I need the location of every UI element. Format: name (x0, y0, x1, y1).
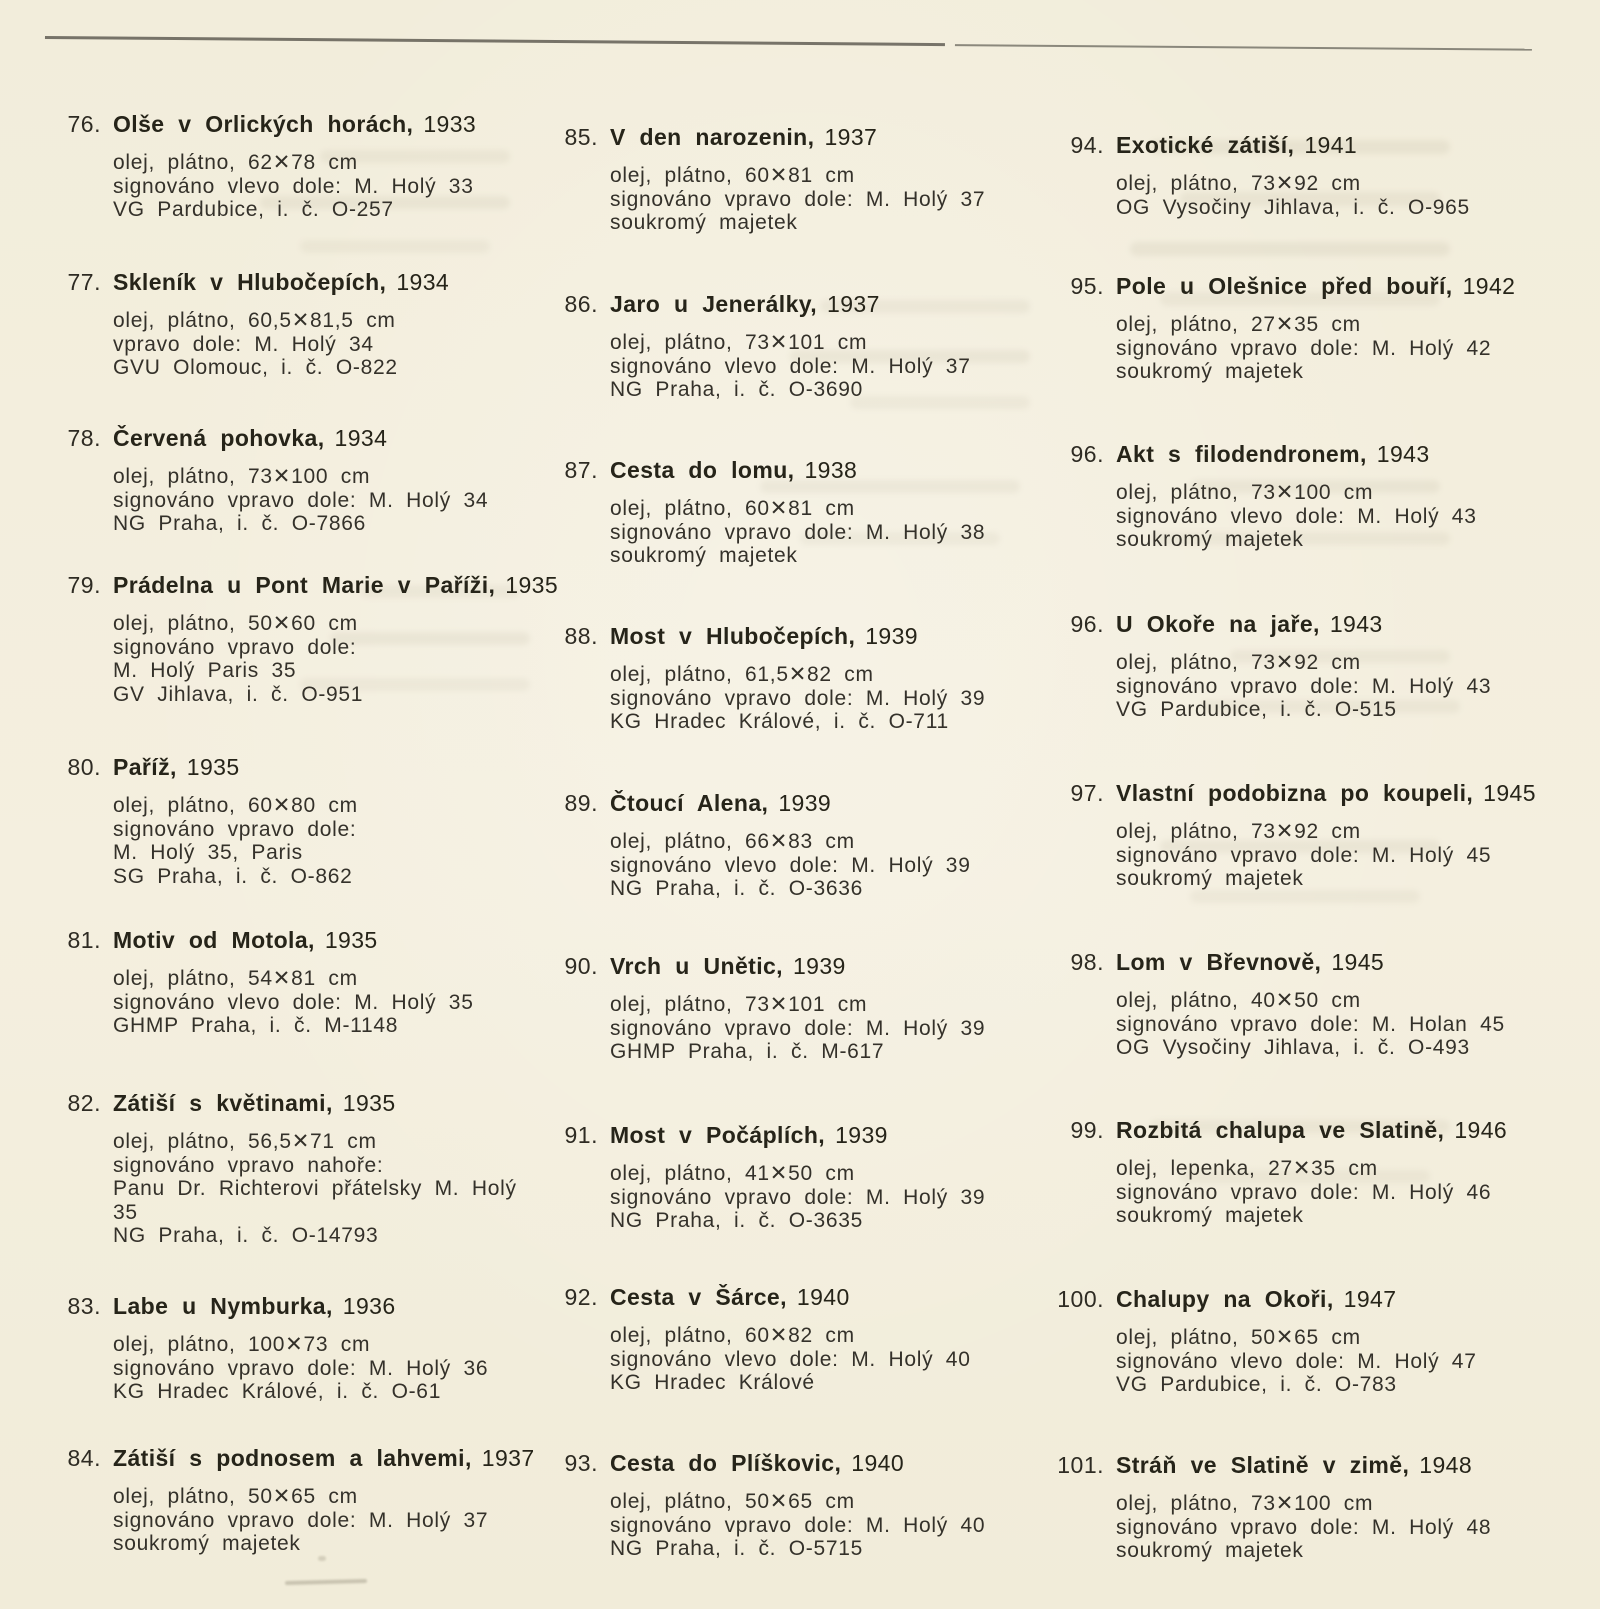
catalog-entry (1048, 1116, 1548, 1228)
entry-detail-line: signováno vpravo dole: M. Holý 43 (1116, 674, 1492, 698)
entry-title: Most v Počáplích, (610, 1122, 826, 1148)
entry-title-line (55, 926, 555, 954)
entry-title: Lom v Břevnově, (1116, 949, 1322, 975)
entry-detail-line: signováno vpravo dole: M. Holý 36 (113, 1356, 489, 1380)
entry-detail-line: signováno vpravo nahoře: (113, 1153, 384, 1177)
entry-detail-line: signováno vpravo dole: M. Holý 39 (610, 1016, 986, 1040)
catalog-entry (552, 952, 1052, 1064)
entry-detail-line: GVU Olomouc, i. č. O-822 (113, 356, 398, 379)
entry-number: 76. (67, 111, 101, 137)
entry-title-line (552, 952, 1052, 980)
entry-number: 96. (1070, 441, 1104, 467)
entry-details (55, 1485, 555, 1556)
entry-detail-line: soukromý majetek (1116, 360, 1304, 383)
entry-detail-line: olej, plátno, 73✕100 cm (1116, 1492, 1374, 1515)
entry-title: Vrch u Unětic, (610, 953, 783, 979)
catalog-entry (55, 753, 555, 888)
entry-detail-line: signováno vpravo dole: M. Holý 45 (1116, 843, 1492, 867)
entry-title: Jaro u Jenerálky, (610, 291, 818, 317)
entry-detail-line: olej, plátno, 56,5✕71 cm (113, 1130, 377, 1153)
entry-number: 78. (67, 425, 101, 451)
entry-detail-line: M. Holý 35, Paris (113, 841, 303, 864)
entry-detail-line: olej, plátno, 73✕92 cm (1116, 651, 1361, 674)
entry-title-line (552, 456, 1052, 484)
entry-title-line (55, 1089, 555, 1117)
entry-detail-line: signováno vpravo dole: M. Holý 38 (610, 520, 986, 544)
entry-details (1048, 1492, 1548, 1563)
entry-details (552, 331, 1052, 402)
entry-year: 1947 (1343, 1286, 1397, 1312)
entry-details (55, 151, 555, 222)
entry-detail-line: olej, plátno, 73✕92 cm (1116, 820, 1361, 843)
bleed-through-artifact (300, 240, 490, 253)
entry-number: 94. (1070, 132, 1104, 158)
entry-number: 77. (67, 269, 101, 295)
entry-detail-line: signováno vlevo dole: M. Holý 40 (610, 1347, 971, 1371)
entry-detail-line: signováno vpravo dole: M. Holý 39 (610, 686, 986, 710)
entry-detail-line: GV Jihlava, i. č. O-951 (113, 682, 364, 706)
entry-year: 1939 (792, 953, 846, 979)
entry-title-line (55, 1292, 555, 1320)
catalog-entry (1048, 440, 1548, 552)
entry-detail-line: NG Praha, i. č. O-14793 (113, 1224, 379, 1247)
entry-detail-line: signováno vlevo dole: M. Holý 35 (113, 990, 474, 1014)
entry-number: 79. (67, 572, 101, 598)
catalog-entry (1048, 1451, 1548, 1563)
entry-title-line (552, 789, 1052, 817)
entry-title-line (55, 753, 555, 781)
entry-number: 98. (1070, 949, 1104, 975)
entry-number: 90. (564, 953, 598, 979)
entry-title-line (1048, 1451, 1548, 1479)
entry-title: Paříž, (113, 754, 177, 780)
entry-detail-line: OG Vysočiny Jihlava, i. č. O-965 (1116, 195, 1470, 219)
entry-title: Most v Hlubočepích, (610, 623, 856, 649)
entry-title-line (55, 110, 555, 138)
catalog-entry (1048, 779, 1548, 891)
page-top-rule (45, 36, 1535, 52)
entry-title: Zátiší s květinami, (113, 1090, 333, 1116)
entry-details (552, 1490, 1052, 1561)
entry-detail-line: soukromý majetek (610, 211, 798, 234)
catalog-entry (552, 1449, 1052, 1561)
entry-detail-line: soukromý majetek (1116, 528, 1304, 551)
entry-year: 1934 (334, 425, 388, 451)
entry-year: 1940 (796, 1284, 850, 1310)
entry-details (55, 309, 555, 380)
entry-detail-line: olej, plátno, 73✕100 cm (113, 465, 371, 488)
entry-detail-line: signováno vlevo dole: M. Holý 37 (610, 354, 971, 378)
entry-detail-line: olej, plátno, 73✕101 cm (610, 331, 868, 354)
entry-year: 1939 (835, 1122, 888, 1148)
entry-details (552, 497, 1052, 568)
entry-number: 88. (564, 623, 598, 649)
entry-title-line (1048, 1285, 1548, 1313)
entry-details (55, 967, 555, 1038)
bleed-through-artifact (1130, 242, 1450, 256)
entry-year: 1945 (1483, 780, 1536, 806)
entry-detail-line: soukromý majetek (1116, 1539, 1304, 1562)
entry-detail-line: olej, plátno, 73✕101 cm (610, 993, 868, 1016)
entry-details (1048, 989, 1548, 1060)
entry-number: 99. (1070, 1117, 1104, 1143)
entry-number: 85. (564, 124, 598, 150)
entry-details (552, 663, 1052, 734)
entry-details (1048, 1326, 1548, 1397)
entry-details (1048, 820, 1548, 891)
entry-year: 1935 (324, 927, 378, 953)
entry-number: 101. (1057, 1452, 1104, 1478)
entry-number: 87. (564, 457, 598, 483)
catalog-entry (1048, 610, 1548, 722)
catalog-entry (1048, 131, 1548, 219)
entry-title-line (552, 622, 1052, 650)
entry-detail-line: NG Praha, i. č. O-3690 (610, 378, 863, 401)
entry-detail-line: SG Praha, i. č. O-862 (113, 864, 353, 888)
catalog-entry (55, 1292, 555, 1404)
entry-number: 93. (564, 1450, 598, 1476)
entry-detail-line: KG Hradec Králové, i. č. O-61 (113, 1380, 442, 1403)
entry-title: Červená pohovka, (113, 425, 325, 451)
entry-details (552, 1324, 1052, 1395)
entry-title-line (1048, 948, 1548, 976)
entry-detail-line: olej, lepenka, 27✕35 cm (1116, 1157, 1378, 1180)
entry-title: Zátiší s podnosem a lahvemi, (113, 1445, 472, 1471)
entry-title-line (552, 1283, 1052, 1311)
entry-title: V den narozenin, (610, 124, 815, 150)
entry-detail-line: olej, plátno, 61,5✕82 cm (610, 663, 874, 686)
entry-detail-line: olej, plátno, 62✕78 cm (113, 151, 358, 174)
entry-title: Pole u Olešnice před bouří, (1116, 273, 1453, 299)
entry-title: Olše v Orlických horách, (113, 111, 414, 137)
entry-title: Cesta v Šárce, (610, 1284, 787, 1310)
entry-title: Chalupy na Okoři, (1116, 1286, 1334, 1312)
entry-number: 96. (1070, 611, 1104, 637)
rule-segment-right (955, 44, 1532, 51)
entry-details (552, 830, 1052, 901)
entry-year: 1937 (827, 291, 880, 317)
entry-detail-line: NG Praha, i. č. O-7866 (113, 512, 366, 535)
entry-number: 97. (1070, 780, 1104, 806)
entry-year: 1936 (342, 1293, 396, 1319)
catalog-entry (55, 571, 559, 706)
entry-detail-line: GHMP Praha, i. č. M-617 (610, 1040, 885, 1063)
entry-detail-line: NG Praha, i. č. O-3636 (610, 877, 863, 900)
entry-title-line (55, 268, 555, 296)
entry-title-line (55, 424, 555, 452)
catalog-entry (552, 123, 1052, 235)
entry-year: 1940 (851, 1450, 905, 1476)
entry-title: Labe u Nymburka, (113, 1293, 333, 1319)
catalog-entry (552, 1283, 1052, 1395)
entry-year: 1935 (186, 754, 240, 780)
entry-detail-line: olej, plátno, 100✕73 cm (113, 1333, 371, 1356)
entry-year: 1943 (1329, 611, 1383, 637)
entry-year: 1942 (1462, 273, 1516, 299)
entry-number: 81. (67, 927, 101, 953)
scan-speck (318, 1556, 326, 1561)
entry-detail-line: olej, plátno, 60✕81 cm (610, 497, 855, 520)
entry-details (552, 1162, 1052, 1233)
entry-year: 1939 (865, 623, 919, 649)
entry-detail-line: olej, plátno, 50✕65 cm (1116, 1326, 1361, 1349)
entry-year: 1945 (1331, 949, 1385, 975)
entry-number: 82. (67, 1090, 101, 1116)
entry-year: 1934 (396, 269, 450, 295)
entry-title-line (552, 1449, 1052, 1477)
entry-detail-line: signováno vpravo dole: (113, 817, 357, 841)
entry-detail-line: NG Praha, i. č. O-5715 (610, 1537, 863, 1560)
catalog-entry (552, 1121, 1052, 1233)
catalog-entry (55, 110, 555, 222)
entry-year: 1939 (778, 790, 832, 816)
entry-year: 1946 (1454, 1117, 1508, 1143)
entry-details (1048, 651, 1548, 722)
catalog-entry (55, 926, 555, 1038)
entry-title-line (552, 123, 1052, 151)
entry-detail-line: signováno vpravo dole: M. Holý 37 (113, 1508, 489, 1532)
entry-number: 91. (564, 1122, 598, 1148)
entry-detail-line: signováno vlevo dole: M. Holý 39 (610, 853, 971, 877)
catalog-entry (1048, 948, 1548, 1060)
catalog-entry (55, 268, 555, 380)
entry-detail-line: olej, plátno, 60✕80 cm (113, 794, 358, 817)
entry-detail-line: olej, plátno, 27✕35 cm (1116, 313, 1361, 336)
entry-detail-line: olej, plátno, 73✕92 cm (1116, 172, 1361, 195)
entry-title-line (1048, 1116, 1548, 1144)
catalog-entry (55, 1444, 555, 1556)
entry-detail-line: olej, plátno, 73✕100 cm (1116, 481, 1374, 504)
entry-detail-line: GHMP Praha, i. č. M-1148 (113, 1014, 399, 1037)
entry-title: Akt s filodendronem, (1116, 441, 1367, 467)
entry-number: 92. (564, 1284, 598, 1310)
entry-detail-line: olej, plátno, 60,5✕81,5 cm (113, 309, 396, 332)
entry-details (55, 1333, 555, 1404)
entry-detail-line: signováno vlevo dole: M. Holý 43 (1116, 504, 1477, 528)
entry-detail-line: 35 (113, 1200, 138, 1224)
catalog-entry (552, 622, 1052, 734)
entry-detail-line: signováno vpravo dole: M. Holý 40 (610, 1513, 986, 1537)
entry-title: U Okoře na jaře, (1116, 611, 1320, 637)
catalog-entry (1048, 1285, 1548, 1397)
entry-detail-line: signováno vpravo dole: M. Holý 48 (1116, 1515, 1492, 1539)
entry-title: Cesta do Plíškovic, (610, 1450, 842, 1476)
entry-detail-line: Panu Dr. Richterovi přátelsky M. Holý (113, 1177, 517, 1200)
catalog-entry (55, 1089, 555, 1248)
catalog-entry (552, 789, 1052, 901)
entry-year: 1941 (1304, 132, 1358, 158)
entry-details (1048, 313, 1548, 384)
entry-detail-line: vpravo dole: M. Holý 34 (113, 332, 374, 356)
entry-detail-line: soukromý majetek (1116, 867, 1304, 890)
entry-detail-line: NG Praha, i. č. O-3635 (610, 1209, 863, 1232)
entry-title: Vlastní podobizna po koupeli, (1116, 780, 1474, 806)
entry-title: Prádelna u Pont Marie v Paříži, (113, 572, 496, 598)
entry-detail-line: KG Hradec Králové, i. č. O-711 (610, 710, 949, 733)
entry-details (55, 465, 555, 536)
entry-detail-line: olej, plátno, 40✕50 cm (1116, 989, 1361, 1012)
entry-title-line (1048, 131, 1548, 159)
entry-title-line (1048, 610, 1548, 638)
entry-detail-line: olej, plátno, 50✕60 cm (113, 612, 358, 635)
entry-detail-line: signováno vpravo dole: M. Holý 42 (1116, 336, 1492, 360)
entry-details (55, 794, 555, 888)
entry-year: 1943 (1376, 441, 1430, 467)
entry-detail-line: VG Pardubice, i. č. O-257 (113, 198, 394, 221)
entry-detail-line: KG Hradec Králové (610, 1371, 815, 1394)
entry-number: 80. (67, 754, 101, 780)
entry-title: Skleník v Hlubočepích, (113, 269, 387, 295)
entry-detail-line: olej, plátno, 54✕81 cm (113, 967, 358, 990)
entry-detail-line: signováno vpravo dole: M. Holý 46 (1116, 1180, 1492, 1204)
entry-title-line (552, 1121, 1052, 1149)
entry-detail-line: olej, plátno, 60✕82 cm (610, 1324, 855, 1347)
entry-year: 1935 (342, 1090, 396, 1116)
entry-title-line (55, 571, 559, 599)
entry-details (55, 612, 555, 706)
entry-number: 84. (67, 1445, 101, 1471)
entry-detail-line: olej, plátno, 60✕81 cm (610, 164, 855, 187)
entry-detail-line: signováno vlevo dole: M. Holý 33 (113, 174, 474, 198)
entry-detail-line: soukromý majetek (1116, 1204, 1304, 1227)
entry-detail-line: soukromý majetek (113, 1532, 301, 1555)
entry-title: Cesta do lomu, (610, 457, 795, 483)
entry-detail-line: VG Pardubice, i. č. O-783 (1116, 1373, 1397, 1396)
entry-details (55, 1130, 555, 1248)
entry-title-line (552, 290, 1052, 318)
entry-year: 1938 (804, 457, 858, 483)
entry-number: 95. (1070, 273, 1104, 299)
catalog-entry (55, 424, 555, 536)
entry-title-line (1048, 779, 1548, 807)
entry-detail-line: signováno vlevo dole: M. Holý 47 (1116, 1349, 1477, 1373)
entry-detail-line: soukromý majetek (610, 544, 798, 567)
catalog-entry (552, 456, 1052, 568)
entry-detail-line: OG Vysočiny Jihlava, i. č. O-493 (1116, 1036, 1470, 1059)
entry-number: 83. (67, 1293, 101, 1319)
entry-title-line (1048, 440, 1548, 468)
entry-detail-line: signováno vpravo dole: M. Holý 37 (610, 187, 986, 211)
entry-details (552, 993, 1052, 1064)
catalog-entry (552, 290, 1052, 402)
entry-title: Motiv od Motola, (113, 927, 315, 953)
entry-detail-line: signováno vpravo dole: (113, 635, 357, 659)
entry-detail-line: M. Holý Paris 35 (113, 659, 297, 682)
entry-number: 100. (1057, 1286, 1104, 1312)
bleed-through-artifact (1190, 890, 1420, 903)
entry-title: Čtoucí Alena, (610, 790, 769, 816)
entry-year: 1937 (481, 1445, 535, 1471)
entry-detail-line: olej, plátno, 41✕50 cm (610, 1162, 855, 1185)
entry-detail-line: olej, plátno, 66✕83 cm (610, 830, 855, 853)
rule-segment-left (45, 36, 945, 46)
entry-detail-line: signováno vpravo dole: M. Holan 45 (1116, 1012, 1505, 1036)
entry-detail-line: signováno vpravo dole: M. Holý 34 (113, 488, 489, 512)
entry-title-line (55, 1444, 555, 1472)
entry-details (1048, 1157, 1548, 1228)
entry-details (1048, 481, 1548, 552)
entry-title-line (1048, 272, 1548, 300)
entry-title: Rozbitá chalupa ve Slatině, (1116, 1117, 1445, 1143)
scan-speck (285, 1579, 367, 1585)
entry-year: 1935 (505, 572, 559, 598)
entry-year: 1933 (423, 111, 477, 137)
entry-year: 1948 (1419, 1452, 1473, 1478)
catalog-entry (1048, 272, 1548, 384)
entry-title: Exotické zátiší, (1116, 132, 1295, 158)
entry-detail-line: olej, plátno, 50✕65 cm (610, 1490, 855, 1513)
entry-number: 86. (564, 291, 598, 317)
entry-detail-line: VG Pardubice, i. č. O-515 (1116, 698, 1397, 721)
entry-detail-line: signováno vpravo dole: M. Holý 39 (610, 1185, 986, 1209)
entry-number: 89. (564, 790, 598, 816)
entry-details (552, 164, 1052, 235)
entry-detail-line: olej, plátno, 50✕65 cm (113, 1485, 358, 1508)
entry-title: Stráň ve Slatině v zimě, (1116, 1452, 1410, 1478)
entry-details (1048, 172, 1548, 219)
entry-year: 1937 (824, 124, 878, 150)
